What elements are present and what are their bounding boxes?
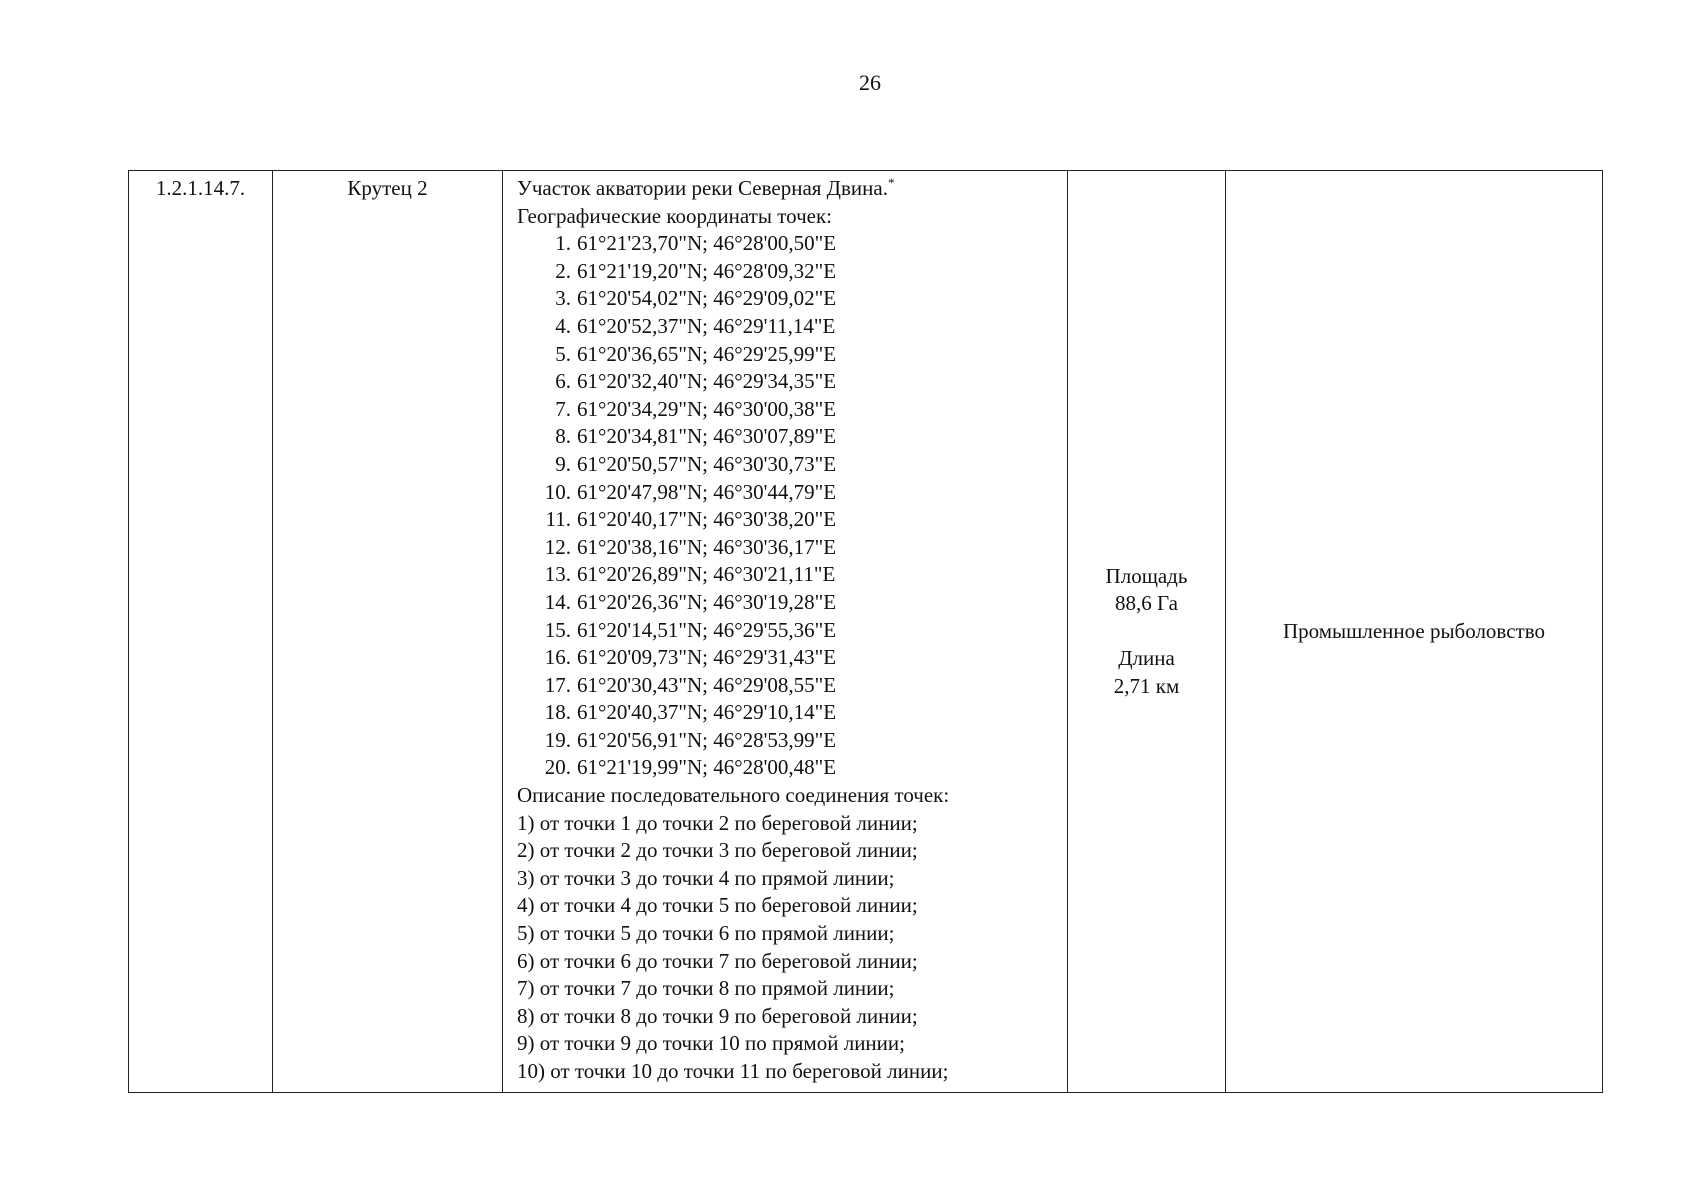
usage-cell bbox=[1226, 171, 1603, 1093]
coordinate-item bbox=[517, 230, 1067, 258]
coordinate-value: 61°21'19,99"N; 46°28'00,48"E bbox=[577, 755, 837, 780]
coordinate-item bbox=[517, 285, 1067, 313]
area-size-cell bbox=[1068, 171, 1226, 1093]
usage-type: Промышленное рыболовство bbox=[1283, 618, 1545, 643]
connection-item: 4) от точки 4 до точки 5 по береговой линии; bbox=[517, 893, 918, 918]
coordinate-number: 6. bbox=[555, 369, 571, 394]
size-spacer bbox=[1068, 618, 1225, 645]
description-title bbox=[517, 175, 1067, 203]
area-code: 1.2.1.14.7. bbox=[155, 176, 246, 200]
footnote-mark: * bbox=[887, 175, 895, 190]
coordinate-value: 61°20'52,37"N; 46°29'11,14"E bbox=[577, 313, 836, 338]
length-value: 2,71 км bbox=[1113, 673, 1180, 698]
coordinate-item bbox=[517, 754, 1067, 782]
connection-heading: Описание последовательного соединения точек: bbox=[517, 783, 950, 808]
coordinate-number: 14. bbox=[544, 589, 571, 614]
coordinate-item bbox=[517, 727, 1067, 755]
coordinate-number: 16. bbox=[544, 645, 571, 670]
area-code-cell bbox=[129, 171, 273, 1093]
coordinates-list bbox=[517, 230, 1067, 782]
coordinate-item bbox=[517, 561, 1067, 589]
description-title-text: Участок акватории реки Северная Двина. bbox=[517, 176, 888, 200]
area-description-cell bbox=[503, 171, 1068, 1093]
connection-item: 2) от точки 2 до точки 3 по береговой линии; bbox=[517, 838, 918, 863]
coordinate-item bbox=[517, 506, 1067, 534]
coordinate-number: 13. bbox=[544, 562, 571, 587]
connection-item: 1) от точки 1 до точки 2 по береговой линии; bbox=[517, 810, 918, 835]
coordinate-value: 61°20'54,02"N; 46°29'09,02"E bbox=[577, 286, 837, 311]
coordinate-value: 61°20'26,36"N; 46°30'19,28"E bbox=[577, 589, 837, 614]
connection-item: 9) от точки 9 до точки 10 по прямой линии; bbox=[517, 1031, 905, 1056]
length-label: Длина bbox=[1118, 646, 1175, 670]
connection-item: 8) от точки 8 до точки 9 по береговой линии; bbox=[517, 1003, 918, 1028]
coordinate-number: 11. bbox=[545, 507, 571, 532]
connection-item: 6) от точки 6 до точки 7 по береговой линии; bbox=[517, 948, 918, 973]
coordinate-number: 7. bbox=[555, 396, 571, 421]
coordinate-number: 18. bbox=[544, 700, 571, 725]
coordinate-number: 9. bbox=[555, 451, 571, 476]
coordinate-item bbox=[517, 617, 1067, 645]
coordinate-value: 61°20'56,91"N; 46°28'53,99"E bbox=[577, 727, 837, 752]
coordinate-item bbox=[517, 699, 1067, 727]
coordinate-item bbox=[517, 341, 1067, 369]
page-number: 26 bbox=[859, 70, 881, 95]
coordinate-value: 61°20'26,89"N; 46°30'21,11"E bbox=[577, 562, 836, 587]
coordinate-number: 15. bbox=[544, 617, 571, 642]
coordinate-number: 3. bbox=[555, 286, 571, 311]
coordinate-item bbox=[517, 589, 1067, 617]
coordinate-value: 61°21'23,70"N; 46°28'00,50"E bbox=[577, 231, 837, 256]
area-name: Крутец 2 bbox=[347, 176, 428, 200]
coordinate-item bbox=[517, 644, 1067, 672]
coordinate-value: 61°20'09,73"N; 46°29'31,43"E bbox=[577, 645, 837, 670]
coordinate-value: 61°20'30,43"N; 46°29'08,55"E bbox=[577, 672, 837, 697]
coordinate-number: 12. bbox=[544, 534, 571, 559]
coordinate-item bbox=[517, 258, 1067, 286]
coordinate-value: 61°20'38,16"N; 46°30'36,17"E bbox=[577, 534, 837, 559]
connection-item: 10) от точки 10 до точки 11 по береговой линии; bbox=[517, 1059, 949, 1083]
connections-list bbox=[517, 810, 1067, 1086]
table-row bbox=[129, 171, 1603, 1093]
coordinate-item bbox=[517, 451, 1067, 479]
connection-item: 3) от точки 3 до точки 4 по прямой линии; bbox=[517, 865, 895, 890]
coordinate-value: 61°20'36,65"N; 46°29'25,99"E bbox=[577, 341, 837, 366]
area-value: 88,6 Га bbox=[1115, 591, 1178, 616]
coordinate-number: 5. bbox=[555, 341, 571, 366]
coordinate-number: 10. bbox=[544, 479, 571, 504]
connection-item: 5) от точки 5 до точки 6 по прямой линии; bbox=[517, 921, 895, 946]
coordinate-number: 17. bbox=[544, 672, 571, 697]
coordinate-item bbox=[517, 313, 1067, 341]
coordinate-item bbox=[517, 479, 1067, 507]
coordinate-number: 4. bbox=[555, 313, 571, 338]
coordinate-item bbox=[517, 672, 1067, 700]
coordinate-number: 19. bbox=[544, 727, 571, 752]
fishing-area-table bbox=[128, 170, 1603, 1093]
coordinate-item bbox=[517, 368, 1067, 396]
coordinate-value: 61°21'19,20"N; 46°28'09,32"E bbox=[577, 258, 837, 283]
area-label: Площадь bbox=[1105, 563, 1188, 588]
area-name-cell bbox=[273, 171, 503, 1093]
coordinate-value: 61°20'34,29"N; 46°30'00,38"E bbox=[577, 396, 837, 421]
coordinate-value: 61°20'40,37"N; 46°29'10,14"E bbox=[577, 700, 837, 725]
coordinate-item bbox=[517, 423, 1067, 451]
coordinate-value: 61°20'32,40"N; 46°29'34,35"E bbox=[577, 369, 837, 394]
coordinate-value: 61°20'14,51"N; 46°29'55,36"E bbox=[577, 617, 837, 642]
coordinate-value: 61°20'50,57"N; 46°30'30,73"E bbox=[577, 451, 837, 476]
coordinate-value: 61°20'34,81"N; 46°30'07,89"E bbox=[577, 424, 837, 449]
coordinate-value: 61°20'40,17"N; 46°30'38,20"E bbox=[577, 507, 837, 532]
coordinate-item bbox=[517, 396, 1067, 424]
coordinate-number: 8. bbox=[555, 424, 571, 449]
connection-item: 7) от точки 7 до точки 8 по прямой линии; bbox=[517, 976, 895, 1001]
coordinates-heading: Географические координаты точек: bbox=[517, 203, 832, 228]
coordinate-item bbox=[517, 534, 1067, 562]
coordinate-number: 1. bbox=[555, 231, 571, 256]
coordinate-value: 61°20'47,98"N; 46°30'44,79"E bbox=[577, 479, 837, 504]
coordinate-number: 20. bbox=[544, 755, 571, 780]
coordinate-number: 2. bbox=[555, 258, 571, 283]
